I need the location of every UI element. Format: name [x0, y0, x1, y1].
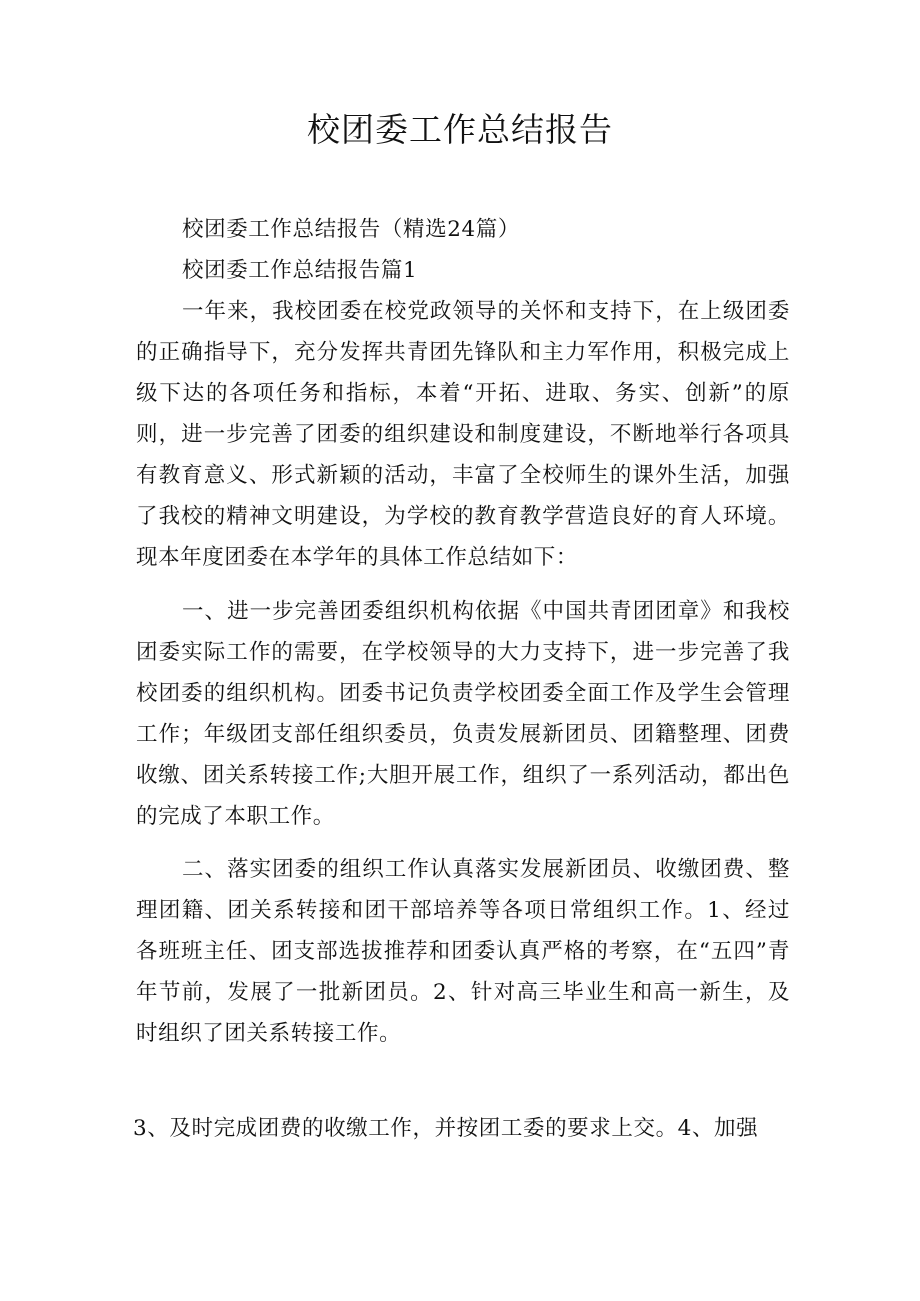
document-title: 校团委工作总结报告 — [307, 110, 613, 149]
document-subtitle: 校团委工作总结报告（精选24篇） — [182, 217, 520, 242]
paragraph-section-1: 一、进一步完善团委组织机构依据《中国共青团团章》和我校团委实际工作的需要，在学校领导的大力支持下，进一步完善了我校团委的组织机构。团委书记负责学校团委全面工作及学生会管理工作；年级团支部任组织委员，负责发展新团员、团籍整理、团费收缴、团关系转接工作;大胆开展工作，组织了一系列活动，都出色的完成了本职工作。 — [136, 599, 790, 829]
paragraph-section-2: 二、落实团委的组织工作认真落实发展新团员、收缴团费、整理团籍、团关系转接和团干部培养等各项日常组织工作。1、经过各班班主任、团支部选拔推荐和团委认真严格的考察，在“五四”青年节前，发展了一批新团员。2、针对高三毕业生和高一新生，及时组织了团关系转接工作。 — [136, 857, 790, 1046]
paragraph-continuation: 3、及时完成团费的收缴工作，并按团工委的要求上交。4、加强 — [133, 1116, 759, 1141]
part-heading: 校团委工作总结报告篇1 — [182, 258, 418, 283]
paragraph-intro: 一年来，我校团委在校党政领导的关怀和支持下，在上级团委的正确指导下，充分发挥共青团先锋队和主力军作用，积极完成上级下达的各项任务和指标，本着“开拓、进取、务实、创新”的原则，进一步完善了团委的组织建设和制度建设，不断地举行各项具有教育意义、形式新颖的活动，丰富了全校师生的课外生活，加强了我校的精神文明建设，为学校的教育教学营造良好的育人环境。现本年度团委在本学年的具体工作总结如下： — [136, 299, 790, 570]
